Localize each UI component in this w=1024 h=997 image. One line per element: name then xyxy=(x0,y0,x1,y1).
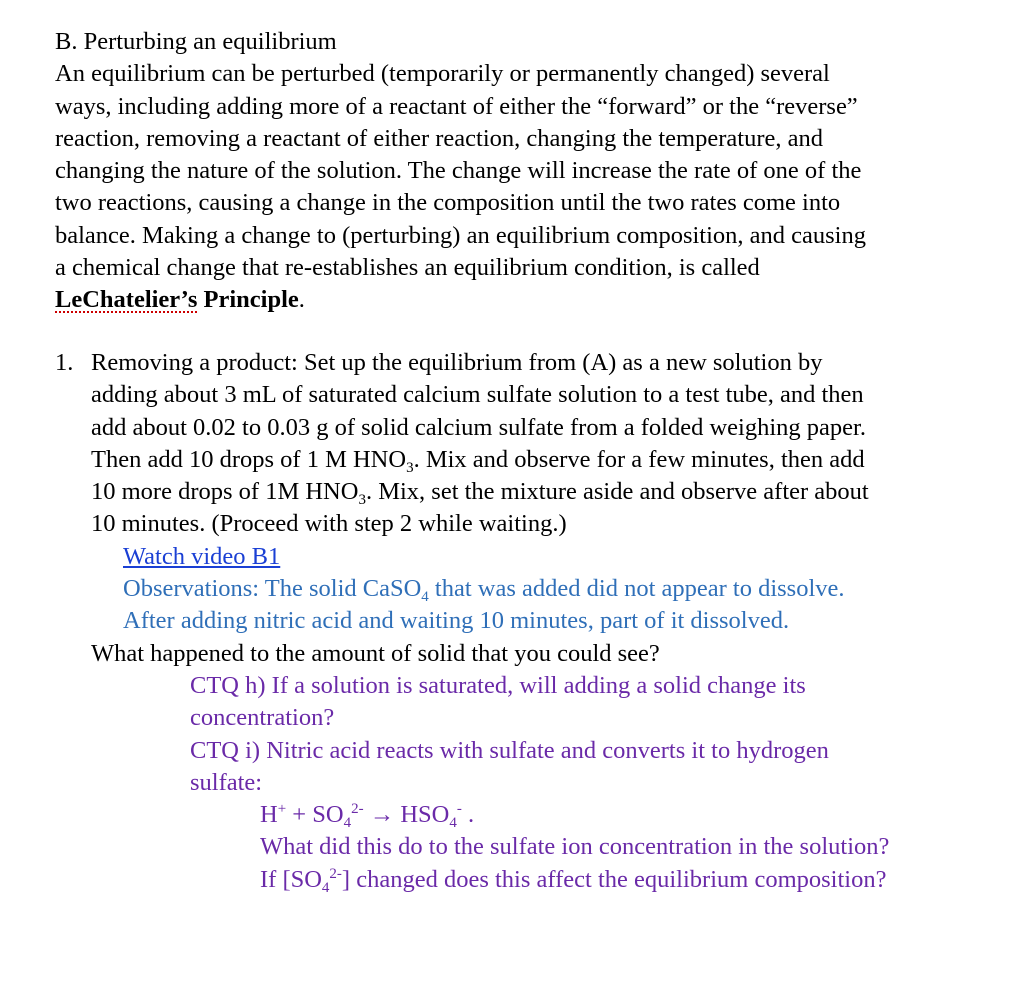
solid-amount-question: What happened to the amount of solid that you could see? xyxy=(91,640,660,667)
intro-line-1: An equilibrium can be perturbed (temporarily or permanently changed) several xyxy=(55,60,830,88)
hno3-subscript: 3 xyxy=(406,459,414,476)
ctq-i-q2-text: If [SO xyxy=(260,865,322,893)
section-heading: B. Perturbing an equilibrium xyxy=(55,28,337,55)
eq-sulfate-subscript: 4 xyxy=(343,815,352,831)
step-line-6: 10 minutes. (Proceed with step 2 while waiting.) xyxy=(91,510,567,538)
step-line-5-rest: . Mix, set the mixture aside and observe after about xyxy=(365,478,869,506)
ctq-i-question-1: What did this do to the sulfate ion concentration in the solution? xyxy=(260,833,890,861)
step-line-5 xyxy=(91,476,869,508)
section-b-intro xyxy=(55,26,1015,317)
step-line-2: adding about 3 mL of saturated calcium sulfate solution to a test tube, and then xyxy=(91,381,864,409)
intro-line-3: reaction, removing a reactant of either reaction, changing the temperature, and xyxy=(55,124,823,152)
intro-line-2: ways, including adding more of a reactant of either the “forward” or the “reverse” xyxy=(55,92,858,120)
sulfate-charge: 2- xyxy=(329,865,342,882)
hno3-subscript: 3 xyxy=(358,492,366,509)
watch-video-link[interactable]: Watch video B1 xyxy=(123,543,281,570)
step-line-4-text: Then add 10 drops of 1 M HNO xyxy=(91,445,407,473)
eq-hydrogen: H xyxy=(260,801,278,828)
intro-line-6: balance. Making a change to (perturbing) an equilibrium composition, and causing xyxy=(55,221,866,249)
observation-text-rest: that was added did not appear to dissolve. xyxy=(428,575,845,602)
eq-sulfate-charge: 2- xyxy=(351,801,364,817)
ctq-h-line-2: concentration? xyxy=(190,704,335,732)
eq-bisulfate-subscript: 4 xyxy=(449,815,457,831)
intro-line-7: a chemical change that re-establishes an equilibrium condition, is called xyxy=(55,254,760,282)
observation-line-1 xyxy=(123,573,845,605)
intro-line-4: changing the nature of the solution. The change will increase the rate of one of the xyxy=(55,157,862,185)
ctq-block xyxy=(190,670,829,799)
step-number: 1. xyxy=(55,349,74,376)
ctq-i-q2-rest: ] changed does this affect the equilibrium composition? xyxy=(341,865,887,893)
step-line-1: Removing a product: Set up the equilibrium from (A) as a new solution by xyxy=(91,349,823,376)
principle-line xyxy=(55,284,1015,316)
ctq-i-detail xyxy=(260,799,889,896)
ctq-i-line-1: CTQ i) Nitric acid reacts with sulfate and converts it to hydrogen xyxy=(190,736,829,764)
principle-word: Principle xyxy=(197,286,299,314)
ctq-i-question-2 xyxy=(260,864,889,896)
step-line-4 xyxy=(91,444,869,476)
eq-bisulfate-charge: - xyxy=(456,801,462,817)
step-1-instructions xyxy=(91,347,869,541)
eq-end: . xyxy=(461,801,475,828)
step-line-5-text: 10 more drops of 1M HNO xyxy=(91,478,359,506)
observation-text: Observations: The solid CaSO xyxy=(123,575,422,602)
step-line-4-rest: . Mix and observe for a few minutes, then add xyxy=(413,445,865,473)
principle-period: . xyxy=(298,286,305,314)
ctq-i-line-2: sulfate: xyxy=(190,768,263,796)
caso4-subscript: 4 xyxy=(421,589,429,605)
step-line-3: add about 0.02 to 0.03 g of solid calcium sulfate from a folded weighing paper. xyxy=(91,413,866,441)
intro-line-5: two reactions, causing a change in the composition until the two rates come into xyxy=(55,189,841,217)
eq-hydrogen-charge: + xyxy=(277,801,287,817)
eq-arrow-product: → HSO xyxy=(363,801,450,828)
eq-plus-sulfate: + SO xyxy=(286,801,344,828)
principle-name: LeChatelier’s xyxy=(55,286,198,314)
sulfate-subscript: 4 xyxy=(321,879,330,896)
reaction-equation xyxy=(260,799,889,831)
observations-block xyxy=(123,573,845,638)
observation-line-2: After adding nitric acid and waiting 10 minutes, part of it dissolved. xyxy=(123,607,790,635)
ctq-h-line-1: CTQ h) If a solution is saturated, will adding a solid change its xyxy=(190,672,806,699)
